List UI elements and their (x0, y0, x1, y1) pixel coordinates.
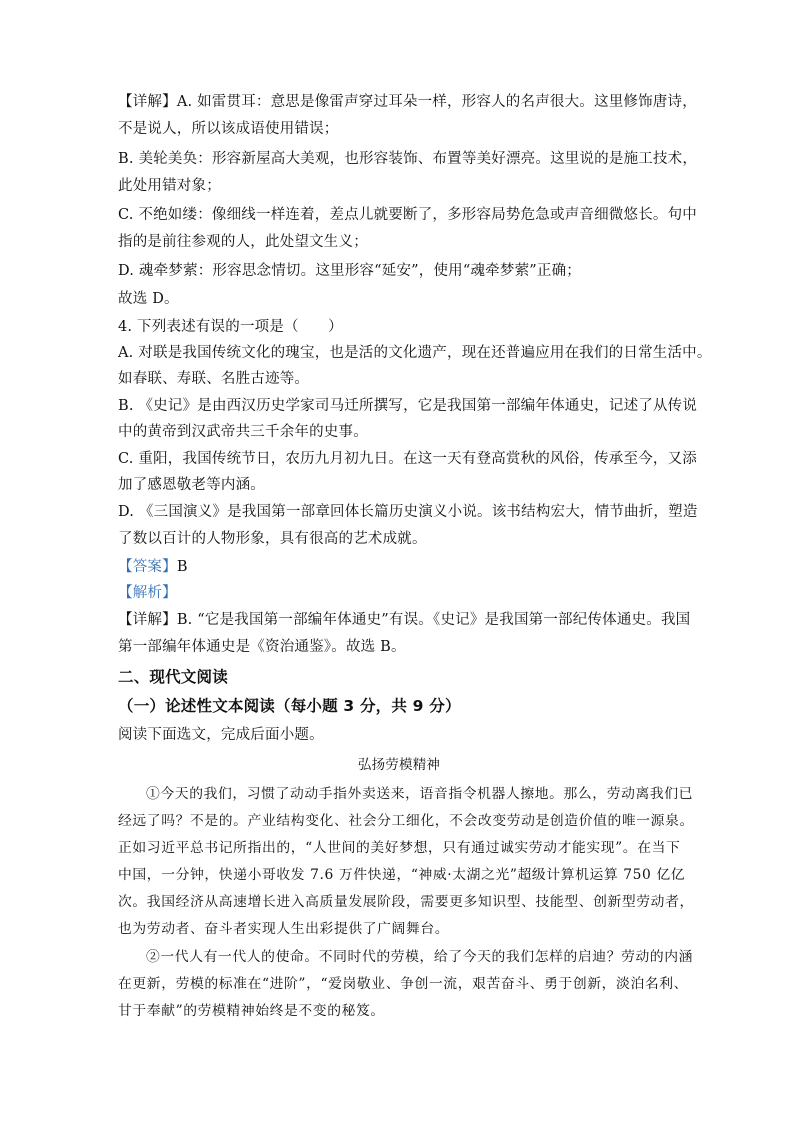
answer-line (118, 557, 188, 577)
q3-conclusion: 故选 D。 (118, 291, 179, 307)
reading-instruction: 阅读下面选文，完成后面小题。 (118, 727, 324, 743)
paragraph-1-line-1: ①今天的我们，习惯了动动手指外卖送来，语音指令机器人擦地。那么，劳动离我们已 (146, 786, 694, 802)
option-c-line-1: C. 重阳，我国传统节日，农历九月初九日。在这一天有登高赏秋的风俗，传承至今，又添 (118, 451, 697, 467)
detail-tag: 【详解】 (118, 612, 177, 628)
option-c-line-2: 加了感恩敬老等内涵。 (118, 477, 265, 493)
option-b-line-1: B. 《史记》是由西汉历史学家司马迁所撰写，它是我国第一部编年体通史，记述了从传说 (118, 398, 698, 414)
option-d-line-1: D. 《三国演义》是我国第一部章回体长篇历史演义小说。该书结构宏大，情节曲折，塑造 (118, 504, 698, 520)
sub-section-heading: （一）论述性文本阅读（每小题 3 分，共 9 分） (118, 697, 461, 715)
option-a-line-1: A. 对联是我国传统文化的瑰宝，也是活的文化遗产，现在还普遍应用在我们的日常生活中。 (118, 345, 712, 361)
q3-detail-line-7: D. 魂牵梦萦：形容思念情切。这里形容“延安”，使用“魂牵梦萦”正确； (118, 263, 581, 279)
answer-value: B (176, 559, 188, 575)
paragraph-1-line-3: 正如习近平总书记所指出的，“人世间的美好梦想，只有通过诚实劳动才能实现”。在当下 (118, 840, 681, 856)
paragraph-1-line-6: 也为劳动者、奋斗者实现人生出彩提供了广阔舞台。 (118, 921, 450, 937)
q3-detail-line-1: 【详解】A. 如雷贯耳：意思是像雷声穿过耳朵一样，形容人的名声很大。这里修饰唐诗， (118, 94, 697, 110)
analysis-tag: 【解析】 (118, 585, 177, 601)
option-a-line-2: 如春联、寿联、名胜古迹等。 (118, 371, 310, 387)
question-4-stem: 4. 下列表述有误的一项是（ ） (118, 319, 343, 335)
q4-detail-line-2: 第一部编年体通史是《资治通鉴》。故选 B。 (118, 639, 406, 655)
answer-tag: 【答案】 (118, 559, 177, 575)
q3-detail-line-3: B. 美轮美奂：形容新屋高大美观，也形容装饰、布置等美好漂亮。这里说的是施工技术， (118, 151, 698, 167)
option-d-line-2: 了数以百计的人物形象，具有很高的艺术成就。 (118, 531, 427, 547)
q4-detail-line-1: 【详解】B. “它是我国第一部编年体通史”有误。《史记》是我国第一部纪传体通史。我国 (118, 612, 691, 628)
option-b-line-2: 中的黄帝到汉武帝共三千余年的史事。 (118, 424, 368, 440)
q3-detail-line-5: C. 不绝如缕：像细线一样连着，差点儿就要断了，多形容局势危急或声音细微悠长。句中 (118, 207, 697, 223)
paragraph-2-line-1: ②一代人有一代人的使命。不同时代的劳模，给了今天的我们怎样的启迪？劳动的内涵 (146, 949, 694, 965)
q3-detail-line-6: 指的是前往参观的人，此处望文生义； (118, 234, 368, 250)
paragraph-1-line-5: 次。我国经济从高速增长进入高质量发展阶段，需要更多知识型、技能型、创新型劳动者， (118, 894, 694, 910)
q3-detail-line-4: 此处用错对象； (118, 178, 221, 194)
detail-tag: 【详解】 (118, 94, 177, 110)
q3-detail-line-2: 不是说人，所以该成语使用错误； (118, 121, 339, 137)
section-heading: 二、现代文阅读 (118, 668, 228, 686)
article-title: 弘扬劳模精神 (357, 757, 441, 773)
paragraph-1-line-2: 经远了吗？不是的。产业结构变化、社会分工细化，不会改变劳动是创造价值的唯一源泉。 (118, 813, 694, 829)
paragraph-1-line-4: 中国，一分钟，快递小哥收发 7.6 万件快递，“神威·太湖之光”超级计算机运算 750 亿亿 (118, 867, 686, 883)
paragraph-2-line-3: 甘于奉献”的劳模精神始终是不变的秘笈。 (118, 1003, 385, 1019)
paragraph-2-line-2: 在更新，劳模的标准在“进阶”，“爱岗敬业、争创一流，艰苦奋斗、勇于创新，淡泊名利、 (118, 976, 689, 992)
